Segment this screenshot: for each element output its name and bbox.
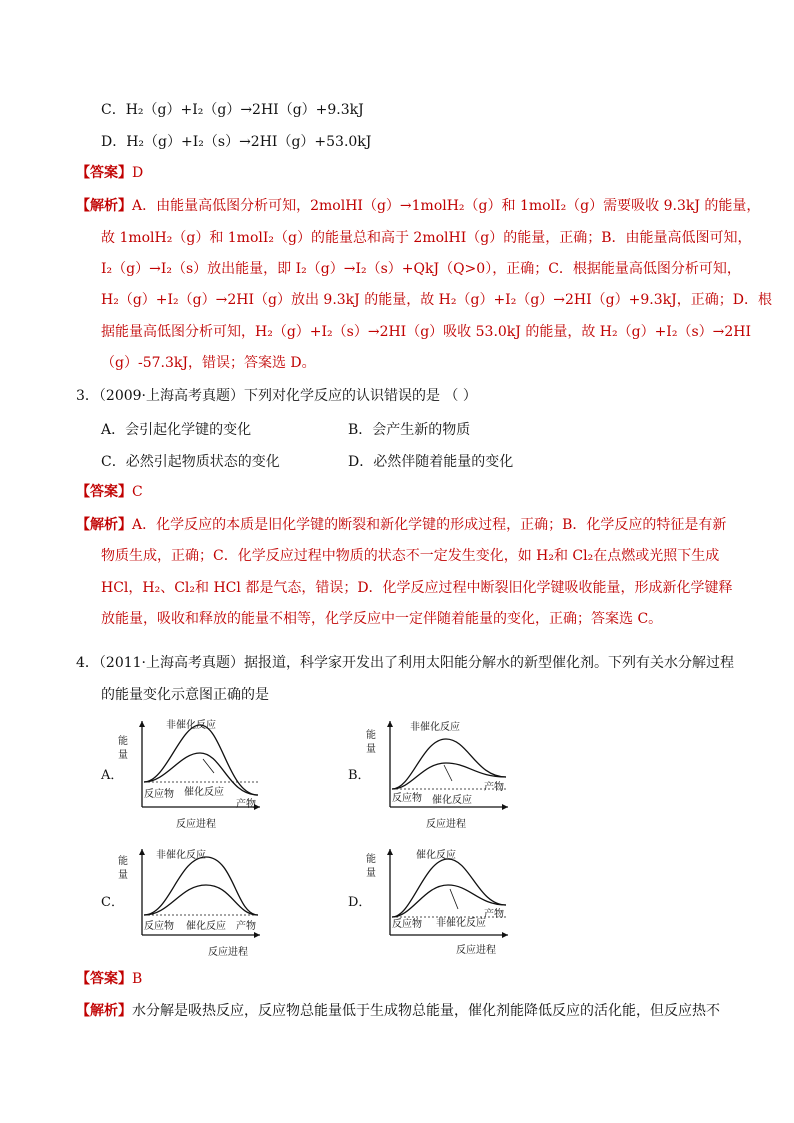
energy-diagram-d [366, 843, 516, 963]
diagram-d-letter: D． [348, 895, 372, 910]
diagram-a-letter: A． [101, 768, 124, 783]
q3-option-c: C．必然引起物质状态的变化 [101, 454, 280, 470]
q3-option-b: B．会产生新的物质 [348, 422, 471, 438]
q4-stem-line-1: 4．（2011·上海高考真题）据报道，科学家开发出了利用太阳能分解水的新型催化剂。下列有关水分解过程 [76, 655, 734, 671]
q2-analysis-line-6: （g）-57.3kJ，错误；答案选 D。 [101, 355, 316, 371]
answer-tag: 【答案】 [76, 165, 132, 181]
q3-option-a: A．会引起化学键的变化 [101, 422, 252, 438]
answer-value: B [132, 971, 143, 987]
analysis-tag: 【解析】 [76, 517, 132, 533]
reactant-label: 反应物 [392, 793, 422, 804]
y-axis-label: 能量 [118, 736, 128, 761]
low-curve-label: 非催化反应 [436, 918, 486, 929]
reactant-label: 反应物 [392, 919, 422, 930]
product-label: 产物 [236, 921, 256, 932]
q3-option-d: D．必然伴随着能量的变化 [348, 454, 514, 470]
analysis-text: 水分解是吸热反应，反应物总能量低于生成物总能量，催化剂能降低反应的活化能，但反应热不 [132, 1003, 720, 1019]
low-curve-label: 催化反应 [186, 921, 226, 932]
analysis-text: A．由能量高低图分析可知，2molHI（g）→1molH₂（g）和 1molI₂（g）需要吸收 9.3kJ 的能量， [132, 198, 761, 214]
q2-analysis-line-5: 据能量高低图分析可知，H₂（g）+I₂（s）→2HI（g）吸收 53.0kJ 的能量，故 H₂（g）+I₂（s）→2HI [101, 324, 752, 340]
energy-diagram-a [118, 715, 268, 835]
x-axis-arrow [254, 932, 260, 938]
q4-stem-line-2: 的能量变化示意图正确的是 [101, 687, 269, 703]
y-axis-arrow [139, 721, 145, 727]
x-axis-label: 反应进程 [208, 947, 248, 958]
y-axis-arrow [139, 849, 145, 855]
y-axis-label: 能量 [366, 730, 376, 755]
catalyzed-pointer [203, 759, 214, 773]
q4-answer [76, 969, 142, 989]
q2-analysis-line-3: I₂（g）→I₂（s）放出能量，即 I₂（g）→I₂（s）+QkJ（Q>0），正确；C．根据能量高低图分析可知， [101, 261, 741, 277]
q2-answer [76, 163, 143, 183]
answer-tag: 【答案】 [76, 484, 132, 500]
analysis-tag: 【解析】 [76, 198, 132, 214]
x-axis-label: 反应进程 [456, 945, 496, 956]
reactant-label: 反应物 [144, 921, 174, 932]
q3-stem: 3．（2009·上海高考真题）下列对化学反应的认识错误的是 （ ） [76, 388, 477, 404]
x-axis-arrow [502, 804, 508, 810]
low-curve-label: 催化反应 [184, 787, 224, 798]
x-axis-arrow [502, 932, 508, 938]
product-label: 产物 [484, 909, 504, 920]
top-curve-label: 催化反应 [416, 850, 456, 861]
low-curve-label: 催化反应 [432, 795, 472, 806]
low-curve-pointer [450, 889, 458, 909]
q2-analysis-line-2: 故 1molH₂（g）和 1molI₂（g）的能量总和高于 2molHI（g）的能量，正确；B．由能量高低图可知， [101, 230, 752, 246]
x-axis-label: 反应进程 [176, 819, 216, 830]
y-axis-label: 能量 [366, 854, 376, 879]
y-axis-label: 能量 [118, 856, 128, 881]
top-curve-label: 非催化反应 [156, 850, 206, 861]
answer-tag: 【答案】 [76, 971, 132, 987]
q2-analysis-line-1 [76, 196, 760, 216]
reactant-label: 反应物 [144, 789, 174, 800]
q3-analysis-line-2: 物质生成，正确；C．化学反应过程中物质的状态不一定发生变化，如 H₂和 Cl₂在点燃或光照下生成 [101, 548, 720, 564]
top-curve-label: 非催化反应 [166, 720, 216, 731]
q2-analysis-line-4: H₂（g）+I₂（g）→2HI（g）放出 9.3kJ 的能量，故 H₂（g）+I₂（g）→2HI（g）+9.3kJ，正确；D．根 [101, 292, 772, 308]
answer-value: C [132, 484, 143, 500]
y-axis-arrow [387, 849, 393, 855]
product-label: 产物 [236, 799, 256, 810]
energy-diagram-c [118, 843, 268, 963]
product-label: 产物 [484, 782, 504, 793]
energy-diagram-b [366, 715, 516, 835]
q4-analysis-line-1 [76, 1001, 720, 1021]
analysis-tag: 【解析】 [76, 1003, 132, 1019]
diagram-b-letter: B． [348, 768, 371, 783]
q3-analysis-line-3: HCl，H₂、Cl₂和 HCl 都是气态，错误；D．化学反应过程中断裂旧化学键吸收能量，形成新化学键释 [101, 580, 733, 596]
q3-answer [76, 482, 143, 502]
q3-analysis-line-4: 放能量，吸收和释放的能量不相等，化学反应中一定伴随着能量的变化，正确；答案选 C。 [101, 611, 663, 627]
analysis-text: A．化学反应的本质是旧化学键的断裂和新化学键的形成过程，正确；B．化学反应的特征是有新 [132, 517, 727, 533]
diagram-c-letter: C． [101, 895, 124, 910]
q2-option-d: D．H₂（g）+I₂（s）→2HI（g）+53.0kJ [101, 134, 372, 150]
x-axis-label: 反应进程 [426, 819, 466, 830]
top-curve-label: 非催化反应 [410, 722, 460, 733]
catalyzed-pointer [444, 765, 452, 781]
answer-value: D [132, 165, 144, 181]
q3-analysis-line-1 [76, 515, 726, 535]
y-axis-arrow [387, 721, 393, 727]
q2-option-c: C．H₂（g）+I₂（g）→2HI（g）+9.3kJ [101, 102, 364, 118]
